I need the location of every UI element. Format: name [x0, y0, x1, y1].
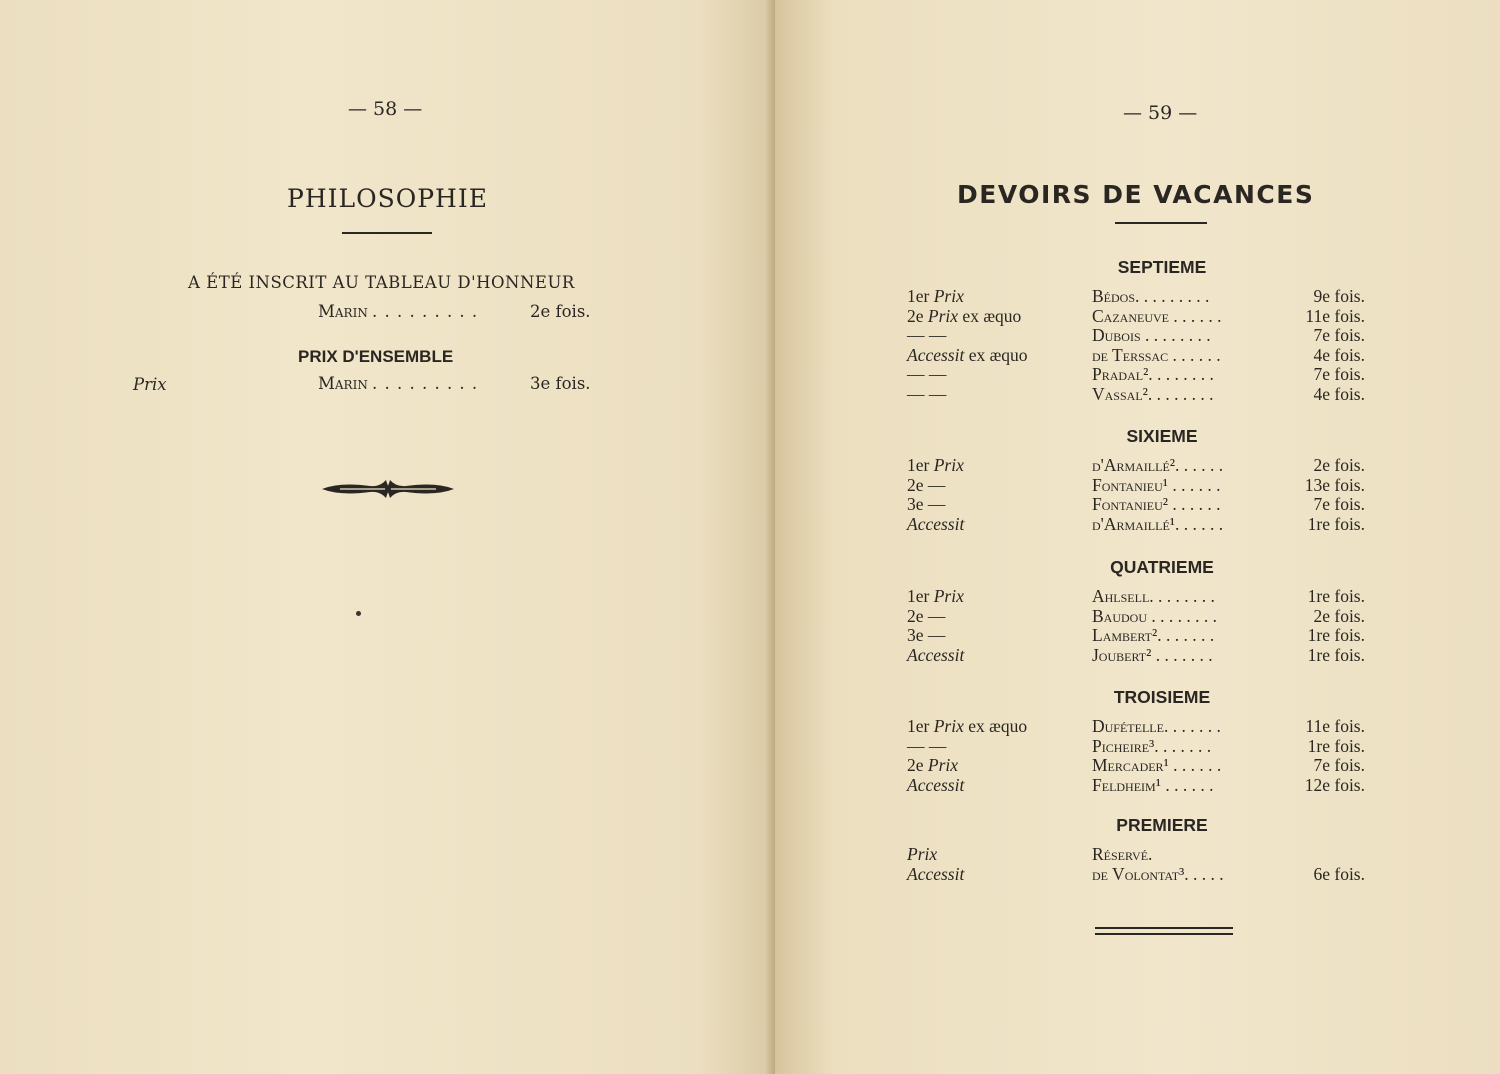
- row-label: 1er Prix: [907, 286, 964, 306]
- right-page: [775, 0, 1500, 1074]
- section-heading: SIXIEME: [1126, 426, 1198, 446]
- section-heading: SEPTIEME: [1117, 257, 1207, 277]
- row-count: 4e fois.: [1313, 344, 1365, 365]
- row-count: 7e fois.: [1313, 755, 1365, 776]
- row-count: 11e fois.: [1305, 716, 1365, 736]
- row-name: Bédos. . . . . . . . .: [1092, 286, 1210, 306]
- bullet-mark: [356, 611, 361, 616]
- row-label: 2e —: [907, 605, 946, 626]
- ensemble-label: Prix: [133, 375, 167, 394]
- page-number: — 58 —: [348, 98, 423, 120]
- row-name: Picheire³. . . . . . .: [1092, 735, 1212, 756]
- row-count: 2e fois.: [1313, 455, 1365, 475]
- row-name: Joubert² . . . . . . .: [1092, 644, 1213, 665]
- row-label: 1er Prix: [907, 455, 964, 475]
- row-count: 9e fois.: [1313, 286, 1365, 306]
- row-label: 1er Prix: [907, 586, 964, 606]
- row-name: Fontanieu¹ . . . . . .: [1092, 474, 1221, 495]
- row-label: Accessit: [907, 644, 965, 665]
- row-count: 1re fois.: [1307, 735, 1365, 756]
- honor-count: 2e fois.: [530, 302, 591, 321]
- row-name: Vassal². . . . . . . .: [1092, 384, 1214, 404]
- row-name: de Volontat³. . . . .: [1092, 863, 1224, 884]
- title-rule: [1115, 222, 1207, 224]
- row-label: Accessit: [907, 863, 965, 884]
- row-label: 1er Prix ex æquo: [907, 716, 1028, 736]
- row-label: Prix: [907, 844, 938, 864]
- row-label: 2e —: [907, 474, 946, 495]
- row-name: Lambert². . . . . . .: [1092, 625, 1215, 646]
- row-label: 3e —: [907, 494, 946, 515]
- section-heading: PREMIERE: [1116, 815, 1208, 835]
- row-label: 2e Prix: [907, 755, 959, 776]
- ornament-icon: [320, 474, 456, 504]
- row-name: de Terssac . . . . . .: [1092, 344, 1221, 365]
- ensemble-heading: PRIX D'ENSEMBLE: [298, 347, 454, 366]
- row-name: Dufételle. . . . . . .: [1092, 716, 1221, 736]
- row-name: d'Armaillé¹. . . . . .: [1092, 513, 1224, 534]
- row-label: Accessit: [907, 774, 965, 795]
- row-count: 1re fois.: [1307, 586, 1365, 606]
- leader-dots: . . . . . . . . .: [372, 374, 479, 393]
- row-name: Cazaneuve . . . . . .: [1092, 305, 1222, 326]
- row-count: 11e fois.: [1305, 305, 1365, 326]
- ensemble-count: 3e fois.: [530, 374, 591, 393]
- row-count: 7e fois.: [1313, 364, 1365, 385]
- title-rule: [342, 232, 432, 234]
- page-title: PHILOSOPHIE: [287, 184, 488, 213]
- row-count: 12e fois.: [1304, 774, 1365, 795]
- row-name: Baudou . . . . . . . .: [1092, 605, 1218, 626]
- leader-dots: . . . . . . . . .: [372, 302, 479, 321]
- honor-heading: A ÉTÉ INSCRIT AU TABLEAU D'HONNEUR: [188, 273, 575, 292]
- row-count: 7e fois.: [1313, 494, 1365, 515]
- section-heading: TROISIEME: [1113, 687, 1211, 707]
- row-count: 13e fois.: [1304, 474, 1365, 495]
- end-rule-bottom: [1095, 933, 1233, 935]
- row-name: Réservé.: [1092, 844, 1153, 864]
- end-rule-top: [1095, 927, 1233, 929]
- row-label: 3e —: [907, 625, 946, 646]
- row-label: — —: [907, 735, 947, 756]
- row-name: Mercader¹ . . . . . .: [1092, 755, 1222, 776]
- row-count: 1re fois.: [1307, 625, 1365, 646]
- row-count: 1re fois.: [1307, 513, 1365, 534]
- row-label: Accessit ex æquo: [907, 344, 1028, 365]
- row-count: 7e fois.: [1313, 325, 1365, 346]
- page-title: DEVOIRS DE VACANCES: [957, 180, 1315, 209]
- row-label: — —: [907, 364, 947, 385]
- row-label: 2e Prix ex æquo: [907, 305, 1022, 326]
- row-label: — —: [907, 384, 947, 404]
- row-count: 1re fois.: [1307, 644, 1365, 665]
- row-name: Ahlsell. . . . . . . .: [1092, 586, 1215, 606]
- ensemble-name: Marin: [318, 374, 368, 393]
- row-name: Pradal². . . . . . . .: [1092, 364, 1214, 385]
- honor-name: Marin: [318, 302, 368, 321]
- row-label: Accessit: [907, 513, 965, 534]
- row-name: Feldheim¹ . . . . . .: [1092, 774, 1214, 795]
- row-count: 6e fois.: [1313, 863, 1365, 884]
- row-name: Dubois . . . . . . . .: [1092, 325, 1211, 346]
- row-name: d'Armaillé². . . . . .: [1092, 455, 1224, 475]
- row-count: 2e fois.: [1313, 605, 1365, 626]
- row-label: — —: [907, 325, 947, 346]
- row-count: 4e fois.: [1313, 384, 1365, 404]
- row-name: Fontanieu² . . . . . .: [1092, 494, 1221, 515]
- section-heading: QUATRIEME: [1110, 557, 1214, 577]
- page-number: — 59 —: [1123, 102, 1198, 124]
